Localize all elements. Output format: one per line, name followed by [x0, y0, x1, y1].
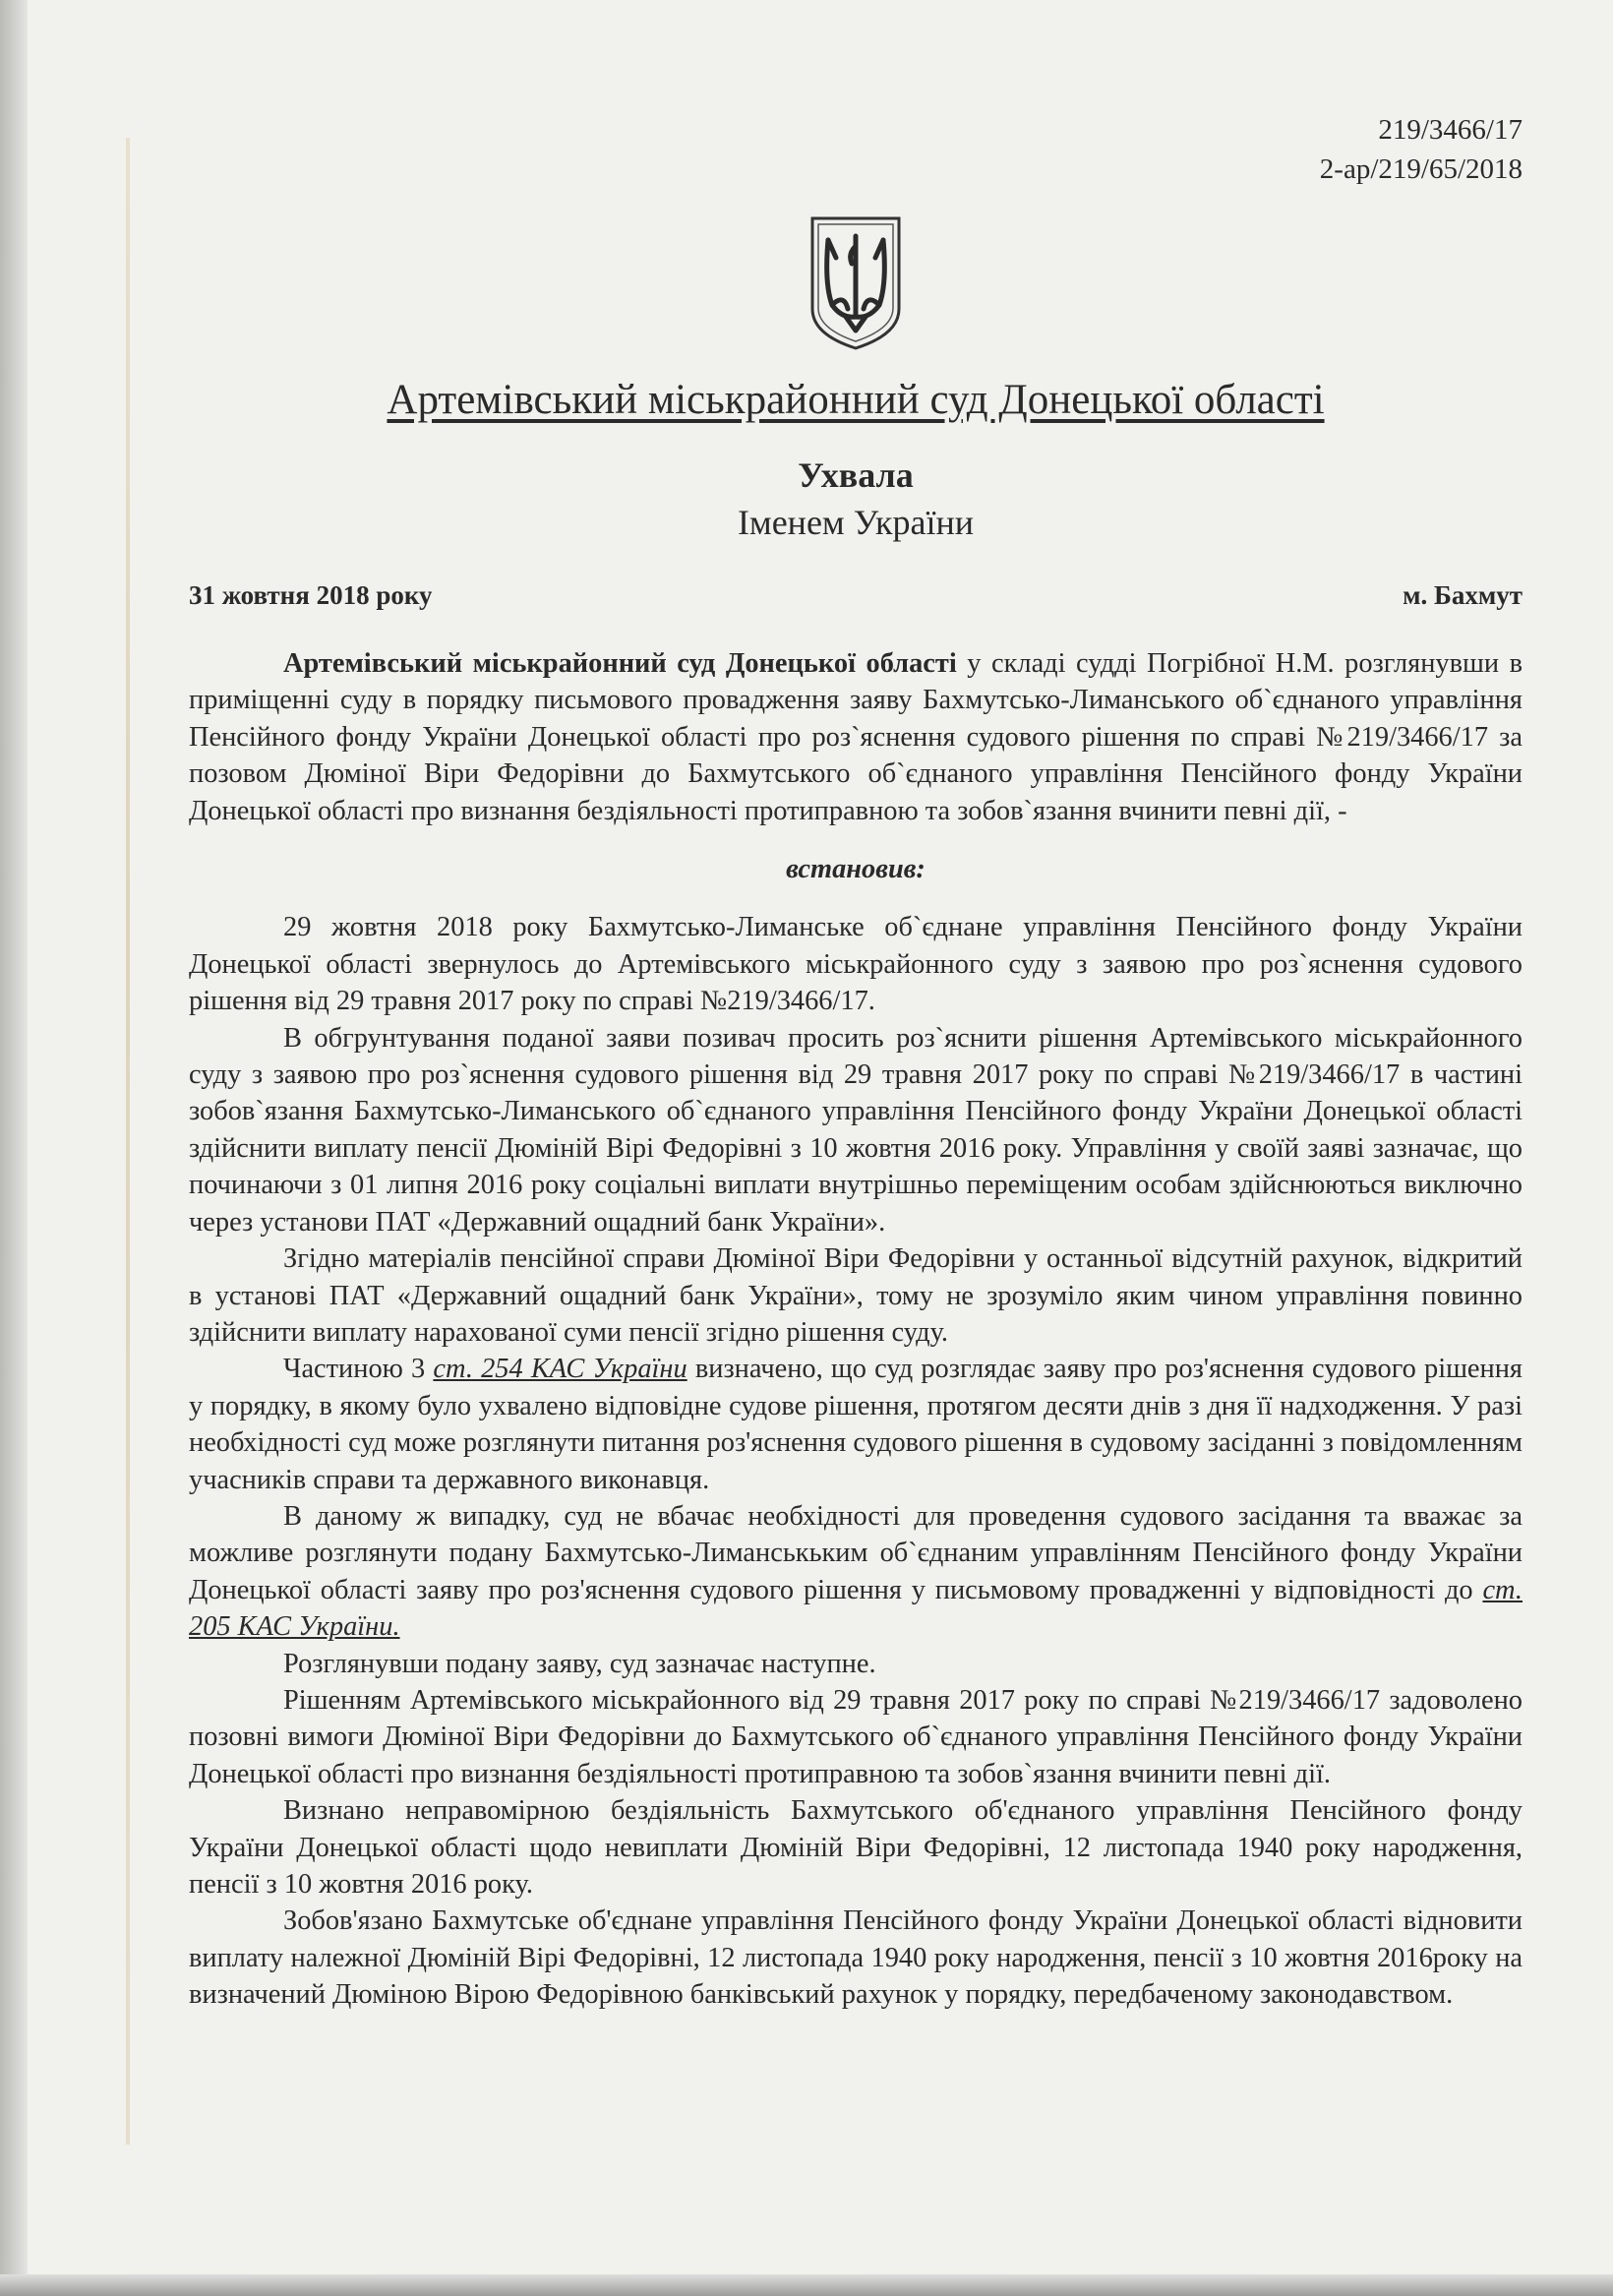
paragraph-9: Зобов'язано Бахмутське об'єднане управління Пенсійного фонду України Донецької області відновити виплату належної Дюміній Вірі Федорівні, 12 листопада 1940 року народження, пенсії з 10 жовтня 2016року на визначений Дюміною Вірою Федорівною банківський рахунок у порядку, передбаченому законодавством.: [189, 1905, 1523, 2011]
paragraph-1: 29 жовтня 2018 року Бахмутсько-Лиманське об`єднане управління Пенсійного фонду України Донецької області звернулось до Артемівського міськрайонного суду з заявою про роз`яснення судового рішення від 29 травня 2017 року по справі №219/3466/17.: [189, 912, 1523, 1017]
paragraph-6: Розглянувши подану заяву, суд зазначає наступне.: [283, 1648, 876, 1679]
document-type: Ухвала: [798, 455, 914, 495]
paragraph-2: В обгрунтування поданої заяви позивач просить роз`яснити рішення Артемівського міськрайонного суду з заявою про роз`яснення судового рішення від 29 травня 2017 року по справі №219/3466/17 в частині зобов`язання Бахмутсько-Лиманського об`єднаного управління Пенсійного фонду України Донецької області здійснити виплату пенсії Дюміній Вірі Федорівні з 10 жовтня 2016 року. Управління у своїй заяві зазначає, що починаючи з 01 липня 2016 року соціальні виплати внутрішньо переміщеним особам здійснюються виключно через установи ПАТ «Державний ощадний банк України».: [189, 1022, 1523, 1238]
page-shadow-bottom: [0, 2274, 1613, 2296]
court-name: Артемівський міськрайонний суд Донецької області: [387, 377, 1325, 423]
section-heading: встановив:: [786, 854, 926, 885]
case-numbers: [1320, 110, 1523, 189]
paragraph-5: [189, 1498, 1523, 1646]
document-body: [189, 645, 1523, 2014]
page-shadow-left: [0, 0, 28, 2296]
paragraph-4: [189, 1351, 1523, 1498]
proceeding-number: 2-ар/219/65/2018: [1319, 153, 1523, 185]
intro-text: у складі судді Погрібної Н.М. розглянувши в приміщенні суду в порядку письмового провадження заяву Бахмутсько-Лиманського об`єднаного управління Пенсійного фонду України Донецької області про роз`яснення судового рішення по справі №219/3466/17 за позовом Дюміної Віри Федорівни до Бахмутського об`єднаного управління Пенсійного фонду України Донецької області про визнання бездіяльності протиправною та зобов`язання вчинити певні дії, -: [189, 648, 1523, 826]
paragraph-5-start: В даному ж випадку, суд не вбачає необхідності для проведення судового засідання та вважає за можливе розглянути подану Бахмутсько-Лиманськьким об`єднаним управлінням Пенсійного фонду України Донецької області заяву про роз'яснення судового рішення у письмовому провадженні у відповідності до: [189, 1500, 1523, 1605]
law-reference-link[interactable]: ст. 254 КАС України: [433, 1354, 687, 1385]
law-reference-link[interactable]: ст. 205 КАС України.: [189, 1574, 1523, 1643]
paragraph-8: Визнано неправомірною бездіяльність Бахмутського об'єднаного управління Пенсійного фонду України Донецької області щодо невиплати Дюміній Віри Федорівні, 12 листопада 1940 року народження, пенсії з 10 жовтня 2016 року.: [189, 1795, 1523, 1900]
paragraph-7: Рішенням Артемівського міськрайонного від 29 травня 2017 року по справі №219/3466/17 задоволено позовні вимоги Дюміної Віри Федорівни до Бахмутського об`єднаного управління Пенсійного фонду України Донецької області про визнання бездіяльності протиправною та зобов`язання вчинити певні дії.: [189, 1684, 1523, 1789]
case-number: 219/3466/17: [1378, 114, 1523, 146]
paragraph-4-end: визначено, що суд розглядає заяву про роз'яснення судового рішення у порядку, в якому було ухвалено відповідне судове рішення, протягом десяти днів з дня її надходження. У разі необхідності суд може розглянути питання роз'яснення судового рішення в судовому засіданні з повідомленням учасників справи та державного виконавця.: [189, 1354, 1523, 1495]
intro-paragraph: [189, 645, 1523, 829]
court-name-bold: Артемівський міськрайонний суд Донецької області: [283, 648, 957, 679]
binding-mark: [126, 138, 130, 2145]
document-date: 31 жовтня 2018 року: [189, 580, 433, 610]
document-city: м. Бахмут: [1403, 580, 1523, 610]
trident-coat-of-arms-icon: [808, 214, 903, 352]
paragraph-4-start: Частиною 3: [283, 1354, 434, 1385]
document-subtitle: Іменем України: [737, 503, 975, 542]
paragraph-3: Згідно матеріалів пенсійної справи Дюміної Віри Федорівни у останньої відсутній рахунок, відкритий в установі ПАТ «Державний ощадний банк України», тому не зрозуміло яким чином управління повинно здійснити виплату нарахованої суми пенсії згідно рішення суду.: [189, 1243, 1523, 1348]
date-place-row: [189, 580, 1523, 611]
